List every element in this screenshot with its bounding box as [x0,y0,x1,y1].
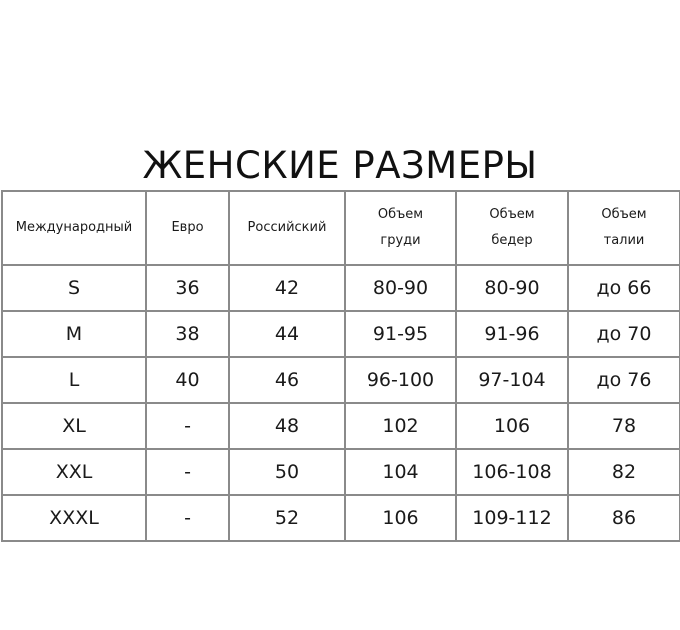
header-waist: Объем талии [568,191,680,265]
cell-russian: 48 [229,403,345,449]
header-euro: Евро [146,191,229,265]
cell-chest: 96-100 [345,357,456,403]
cell-waist: 82 [568,449,680,495]
cell-hips: 106-108 [456,449,568,495]
cell-international: L [2,357,146,403]
cell-euro: 40 [146,357,229,403]
cell-international: S [2,265,146,311]
cell-russian: 42 [229,265,345,311]
cell-euro: - [146,449,229,495]
table-row [2,265,680,311]
cell-euro: - [146,495,229,541]
header-chest: Объем груди [345,191,456,265]
cell-international: XL [2,403,146,449]
size-chart-table [1,190,680,542]
cell-waist: до 70 [568,311,680,357]
cell-international: XXL [2,449,146,495]
table-row [2,311,680,357]
page-title: ЖЕНСКИЕ РАЗМЕРЫ [142,143,538,187]
cell-russian: 44 [229,311,345,357]
cell-chest: 104 [345,449,456,495]
cell-international: XXXL [2,495,146,541]
cell-hips: 80-90 [456,265,568,311]
cell-hips: 91-96 [456,311,568,357]
cell-chest: 102 [345,403,456,449]
table-row [2,449,680,495]
cell-russian: 50 [229,449,345,495]
table-row [2,357,680,403]
cell-hips: 109-112 [456,495,568,541]
cell-chest: 80-90 [345,265,456,311]
cell-russian: 46 [229,357,345,403]
table-row [2,403,680,449]
cell-hips: 106 [456,403,568,449]
cell-chest: 106 [345,495,456,541]
cell-chest: 91-95 [345,311,456,357]
cell-hips: 97-104 [456,357,568,403]
table-header-row [2,191,680,265]
cell-international: M [2,311,146,357]
cell-waist: до 76 [568,357,680,403]
table-row [2,495,680,541]
header-russian: Российский [229,191,345,265]
header-hips: Объем бедер [456,191,568,265]
cell-russian: 52 [229,495,345,541]
header-international: Международный [2,191,146,265]
cell-waist: до 66 [568,265,680,311]
cell-euro: 36 [146,265,229,311]
cell-waist: 86 [568,495,680,541]
cell-waist: 78 [568,403,680,449]
cell-euro: - [146,403,229,449]
cell-euro: 38 [146,311,229,357]
